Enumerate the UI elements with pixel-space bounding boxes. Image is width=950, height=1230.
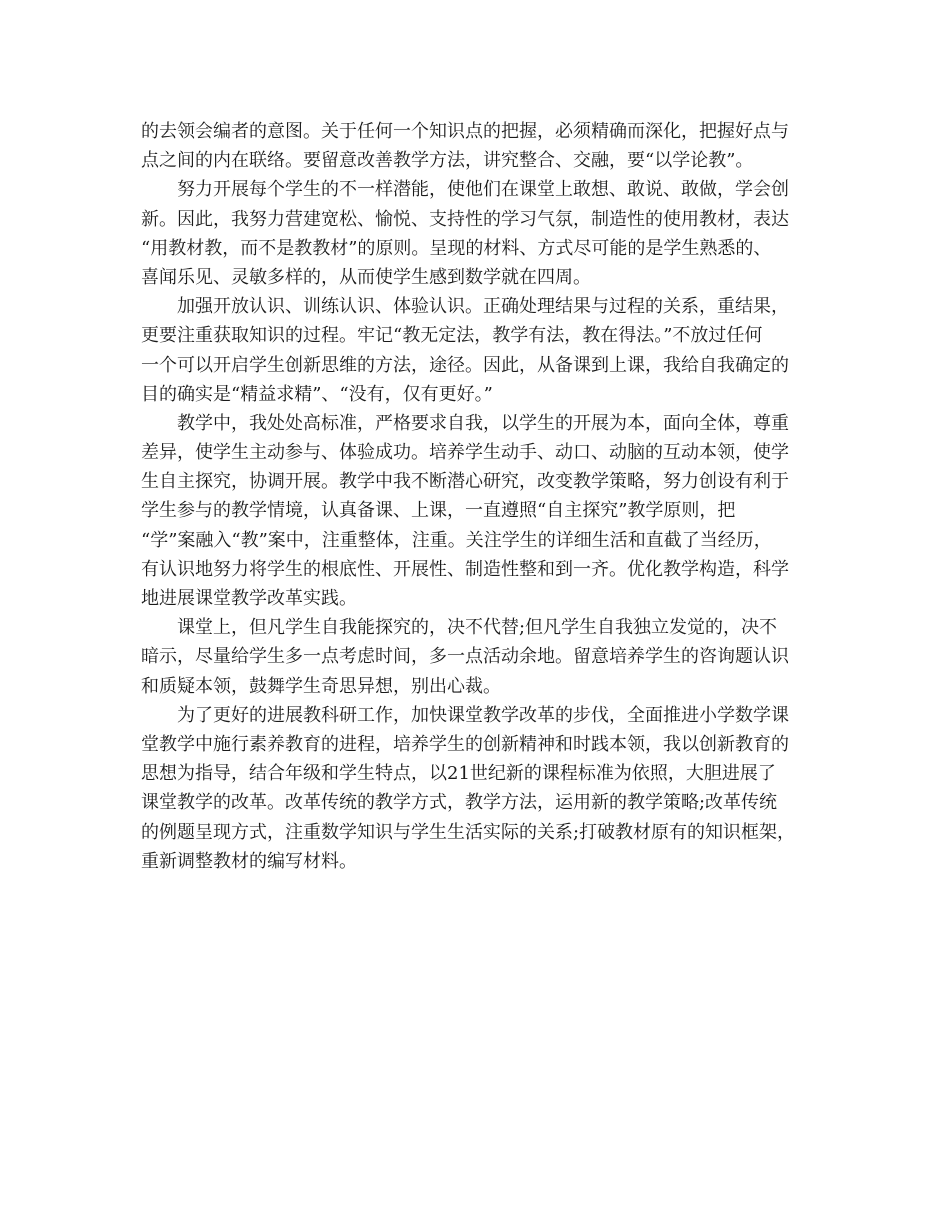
- document-body: [141, 117, 821, 876]
- text-line: 教学中，我处处高标准，严格要求自我，以学生的开展为本，面向全体，尊重: [141, 412, 789, 434]
- text-line: 差异，使学生主动参与、体验成功。培养学生动手、动口、动脑的互动本领，使学: [141, 442, 789, 464]
- text-line: 喜闻乐见、灵敏多样的，从而使学生感到数学就在四周。: [141, 266, 591, 288]
- text-line: 课堂上，但凡学生自我能探究的，决不代替;但凡学生自我独立发觉的，决不: [141, 617, 778, 639]
- text-line: 思想为指导，结合年级和学生特点，以21世纪新的课程标准为依照，大胆进展了: [141, 763, 776, 785]
- text-line: 更要注重获取知识的过程。牢记“教无定法，教学有法，教在得法。”不放过任何: [141, 325, 763, 347]
- text-line: 地进展课堂教学改革实践。: [141, 588, 357, 609]
- text-line: 加强开放认识、训练认识、体验认识。正确处理结果与过程的关系，重结果，: [141, 296, 789, 318]
- text-line: 重新调整教材的编写材料。: [141, 850, 357, 872]
- text-line: 有认识地努力将学生的根底性、开展性、制造性整和到一齐。优化教学构造，科学: [141, 558, 789, 580]
- text-line: 学生参与的教学情境，认真备课、上课，一直遵照“自主探究”教学原则，把: [141, 500, 736, 522]
- text-line: 课堂教学的改革。改革传统的教学方式，教学方法，运用新的教学策略;改革传统: [141, 792, 778, 814]
- text-line: “用教材教，而不是教教材”的原则。呈现的材料、方式尽可能的是学生熟悉的、: [141, 237, 772, 259]
- text-line: 堂教学中施行素养教育的进程，培养学生的创新精神和时践本领，我以创新教育的: [141, 733, 789, 755]
- text-line: 的去领会编者的意图。关于任何一个知识点的把握，必须精确而深化，把握好点与: [141, 121, 789, 142]
- text-line: 一个可以开启学生创新思维的方法，途径。因此，从备课到上课，我给自我确定的: [141, 354, 789, 376]
- text-line: 暗示，尽量给学生多一点考虑时间，多一点活动余地。留意培养学生的咨询题认识: [141, 646, 789, 668]
- text-line: “学”案融入“教”案中，注重整体，注重。关注学生的详细生活和直截了当经历，: [141, 529, 772, 551]
- text-line: 努力开展每个学生的不一样潜能，使他们在课堂上敢想、敢说、敢做，学会创: [141, 179, 789, 201]
- text-line: 新。因此，我努力营建宽松、愉悦、支持性的学习气氛，制造性的使用教材，表达: [141, 208, 789, 230]
- text-line: 点之间的内在联络。要留意改善教学方法，讲究整合、交融，要“以学论教”。: [141, 150, 754, 172]
- text-line: 的例题呈现方式，注重数学知识与学生生活实际的关系;打破教材原有的知识框架，: [141, 821, 796, 843]
- text-line: 生自主探究，协调开展。教学中我不断潜心研究，改变教学策略，努力创设有利于: [141, 471, 789, 493]
- text-line: 和质疑本领，鼓舞学生奇思异想，别出心裁。: [141, 675, 501, 697]
- text-line: 目的确实是“精益求精”、“没有，仅有更好。”: [141, 383, 493, 405]
- text-line: 为了更好的进展教科研工作，加快课堂教学改革的步伐，全面推进小学数学课: [141, 704, 789, 726]
